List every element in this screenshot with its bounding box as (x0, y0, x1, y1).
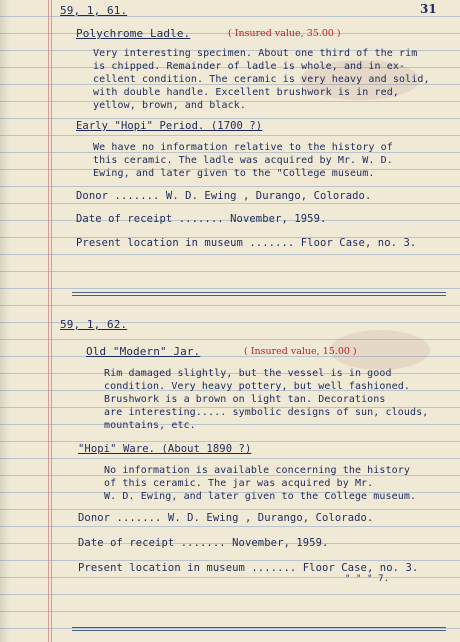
description-line: Rim damaged slightly, but the vessel is in good (104, 368, 392, 379)
insured-value: ( Insured value, 35.00 ) (228, 28, 341, 39)
history-line: of this ceramic. The jar was acquired by Mr. (104, 478, 374, 489)
donor-line: Donor ....... W. D. Ewing , Durango, Colorado. (76, 190, 372, 202)
entry-separator (72, 292, 446, 293)
donor-line: Donor ....... W. D. Ewing , Durango, Colorado. (78, 512, 374, 524)
catalog-number: 59, 1, 62. (60, 318, 128, 331)
history-line: No information is available concerning the history (104, 465, 411, 476)
description-line: with double handle. Excellent brushwork is in red, (93, 87, 400, 98)
entry-title: Old "Modern" Jar. (86, 345, 201, 358)
description-line: Very interesting specimen. About one third of the rim (93, 48, 418, 59)
description-line: Brushwork is a brown on light tan. Decorations (104, 394, 386, 405)
history-line: Ewing, and later given to the "College museum. (93, 168, 375, 179)
description-line: are interesting..... symbolic designs of sun, clouds, (104, 407, 429, 418)
page-number: 31 (420, 2, 437, 16)
insured-value: ( Insured value, 15.00 ) (244, 346, 357, 357)
location-line: Present location in museum ....... Floor Case, no. 3. (78, 562, 419, 574)
description-line: cellent condition. The ceramic is very heavy and solid, (93, 74, 430, 85)
description-line: mountains, etc. (104, 420, 196, 431)
period-label: "Hopi" Ware. (About 1890 ?) (78, 443, 252, 455)
date-of-receipt-line: Date of receipt ....... November, 1959. (76, 213, 327, 225)
history-line: this ceramic. The ladle was acquired by Mr. W. D. (93, 155, 393, 166)
margin-line (51, 0, 52, 642)
history-line: We have no information relative to the history of (93, 142, 393, 153)
history-line: W. D. Ewing, and later given to the College museum. (104, 491, 417, 502)
margin-line (48, 0, 49, 642)
location-line: Present location in museum ....... Floor Case, no. 3. (76, 237, 417, 249)
description-line: yellow, brown, and black. (93, 100, 247, 111)
period-label: Early "Hopi" Period. (1700 ?) (76, 120, 263, 132)
description-line: condition. Very heavy pottery, but well fashioned. (104, 381, 411, 392)
entry-separator (72, 627, 446, 628)
catalog-number: 59, 1, 61. (60, 4, 128, 17)
description-line: is chipped. Remainder of ladle is whole, and in ex- (93, 61, 406, 72)
location-ditto: " " " 7. (345, 574, 390, 584)
entry-separator (72, 295, 446, 296)
entry-title: Polychrome Ladle. (76, 27, 191, 40)
date-of-receipt-line: Date of receipt ....... November, 1959. (78, 537, 329, 549)
entry-separator (72, 630, 446, 631)
